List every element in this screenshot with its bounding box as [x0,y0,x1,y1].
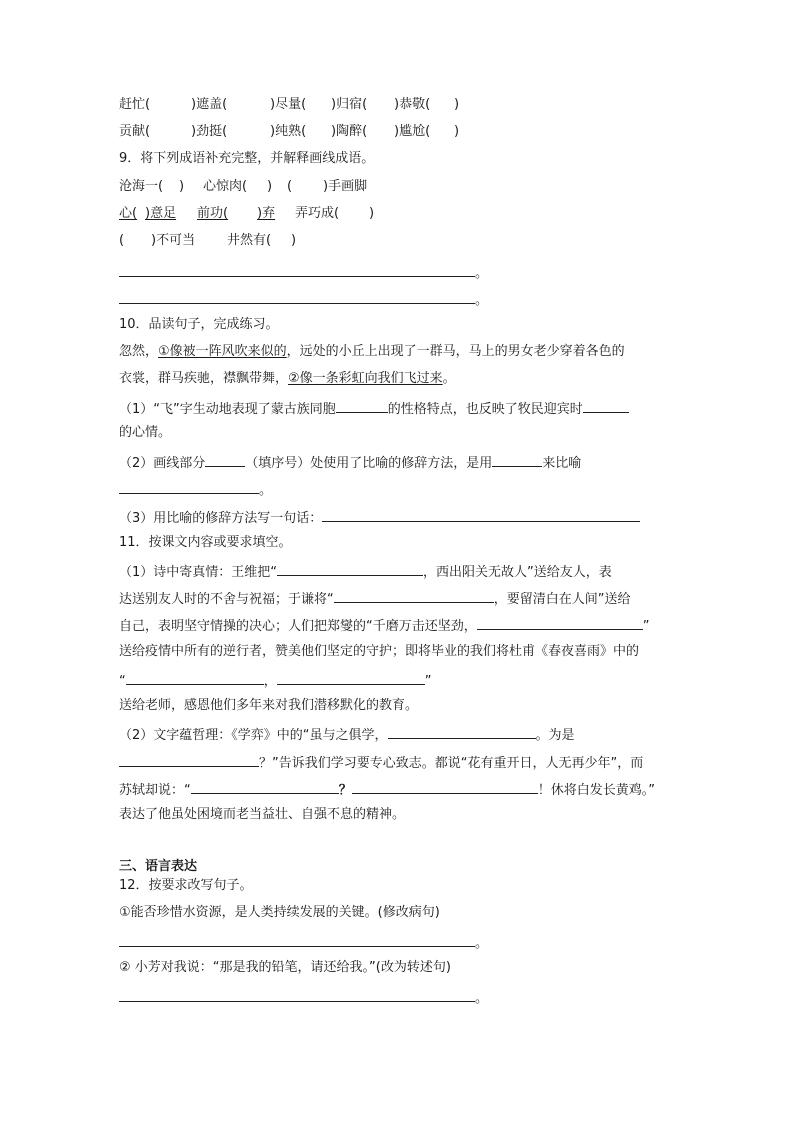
q9-answer-line-1[interactable] [119,262,488,283]
q10-title: 10．品读句子，完成练习。 [119,317,279,332]
idiom-part: ( [287,179,293,194]
q8-item: ) [454,124,460,139]
section-heading: 三、语言表达 [119,859,198,874]
q11-line-7 [119,724,575,745]
idiom-part: ) [369,206,375,221]
q12-answer-2[interactable] [119,987,488,1008]
q10-sub-1 [119,398,629,419]
answer-blank[interactable] [352,779,538,794]
q8-row-1 [119,96,459,114]
q11-text: ！休将白发长黄鸡。” [537,783,656,798]
q11-line-2 [119,588,631,609]
q8-item: )遮盖( [191,97,228,112]
q8-item: 赶忙( [119,97,151,112]
quote-mark: “ [119,674,126,689]
q11-line-5 [119,670,432,691]
answer-blank[interactable] [322,507,640,522]
idiom-part: ) [267,179,273,194]
q11-text: 。为是 [535,728,575,743]
answer-blank[interactable] [119,932,475,947]
q9-row-3 [119,232,296,250]
idiom-part-underlined: 前功( [197,206,229,221]
period: 。 [259,483,273,498]
q8-item: ) [454,97,460,112]
q8-row-2 [119,123,459,141]
idiom-part: 弄巧成( [295,206,340,221]
idiom-part-underlined: )弃 [257,206,276,221]
q10-passage-line-1 [119,343,625,361]
idiom-part: ) [179,179,185,194]
sub-question-text: （3）用比喻的修辞方法写一句话： [119,511,323,526]
answer-blank[interactable] [477,615,643,630]
q8-item: )纯熟( [270,124,307,139]
q10-sub-3 [119,507,640,528]
q11-text: 自己，表明坚守情操的决心；人们把郑燮的“千磨万击还坚劲， [119,619,477,634]
passage-text: 忽然， [119,344,159,359]
answer-blank[interactable] [119,752,259,767]
q8-item: )陶醉( [331,124,368,139]
answer-blank[interactable] [583,398,629,413]
q8-item: )恭敬( [394,97,431,112]
answer-blank[interactable] [119,289,475,304]
underlined-part-2: ②像一条彩虹向我们飞过来 [288,371,443,386]
answer-blank[interactable] [205,452,245,467]
q10-sub-2-cont[interactable] [119,479,272,500]
q11-line-4: 送给疫情中所有的逆行者，赞美他们坚定的守护；即将毕业的我们将杜甫《春夜喜雨》中的 [119,644,640,659]
idiom-part-underlined: )意足 [145,206,177,221]
q11-line-10: 表达了他虽处困境而老当益壮、自强不息的精神。 [119,807,406,822]
q8-item: )尴尬( [394,124,431,139]
sub-question-text: （2）画线部分 [119,456,206,471]
q11-text: ” [642,619,650,634]
q12-item-2: ② 小芳对我说：“那是我的铅笔，请还给我。”(改为转述句) [119,960,451,975]
period: 。 [475,936,489,951]
q12-title: 12．按要求改写句子。 [119,878,253,893]
idiom-part: )不可当 [151,233,196,248]
period: 。 [475,293,489,308]
passage-text: 衣裳，群马疾驰，襟飘带舞， [119,371,289,386]
idiom-part: 井然有( [227,233,272,248]
period: 。 [475,266,489,281]
q11-title: 11．按课文内容或要求填空。 [119,535,292,550]
q9-row-1 [119,178,367,196]
idiom-part-underlined: 心( [119,206,138,221]
q10-passage-line-2 [119,370,456,388]
q11-line-9 [119,779,655,800]
passage-text: ，远处的小丘上出现了一群马，马上的男女老少穿着各色的 [286,344,625,359]
sub-question-text: 的性格特点，也反映了牧民迎宾时 [387,402,583,417]
sub-question-text: 来比喻 [542,456,582,471]
answer-blank[interactable] [336,398,388,413]
answer-blank[interactable] [277,670,425,685]
answer-blank[interactable] [388,724,536,739]
answer-blank[interactable] [126,670,264,685]
q11-text: ，西出阳关无故人”送给友人，表 [423,565,612,580]
answer-blank[interactable] [119,262,475,277]
answer-blank[interactable] [119,987,475,1002]
underlined-part-1: ①像被一阵风吹来似的 [158,344,287,359]
passage-text: 。 [442,371,456,386]
q8-item: )劲挺( [191,124,228,139]
answer-blank[interactable] [277,561,423,576]
q11-text: 苏轼却说：“ [119,783,191,798]
q11-line-8 [119,752,643,773]
q11-text: （1）诗中寄真情：王维把“ [119,565,278,580]
answer-blank[interactable] [191,779,339,794]
q11-line-6: 送给老师，感恩他们多年来对我们潜移默化的教育。 [119,698,419,713]
answer-blank[interactable] [119,479,259,494]
q11-text: ，要留清白在人间”送给 [493,592,631,607]
q8-item: 贡献( [119,124,151,139]
q8-item: )尽量( [270,97,307,112]
idiom-part: 沧海一( [119,179,164,194]
idiom-part: )手画脚 [323,179,368,194]
q12-item-1: ①能否珍惜水资源，是人类持续发展的关键。(修改病句) [119,905,440,920]
q9-answer-line-2[interactable] [119,289,488,310]
question-mark: ？ [338,783,352,798]
q9-title: 9．将下列成语补充完整，并解释画线成语。 [119,151,375,166]
sub-question-text: （填序号）处使用了比喻的修辞方法，是用 [245,456,493,471]
sub-question-text: （1）“飞”字生动地表现了蒙古族同胞 [119,402,336,417]
q10-sub-2 [119,452,581,473]
q8-item: )归宿( [331,97,368,112]
q10-sub-1-cont: 的心情。 [119,425,172,440]
q11-text: （2）文字蕴哲理：《学弈》中的“虽与之俱学， [119,728,388,743]
idiom-part: ( [119,233,125,248]
q12-answer-1[interactable] [119,932,488,953]
q11-text: 达送别友人时的不舍与祝福；于谦将“ [119,592,334,607]
answer-blank[interactable] [492,452,542,467]
q11-line-1 [119,561,612,582]
idiom-part: ) [291,233,297,248]
answer-blank[interactable] [334,588,494,603]
q11-line-3 [119,615,650,636]
q9-row-2 [119,205,374,223]
period: 。 [475,991,489,1006]
quote-mark: ” [424,674,432,689]
q11-text: ？”告诉我们学习要专心致志。都说“花有重开日，人无再少年”，而 [259,756,644,771]
idiom-part: 心惊肉( [203,179,248,194]
comma: ， [263,674,277,689]
